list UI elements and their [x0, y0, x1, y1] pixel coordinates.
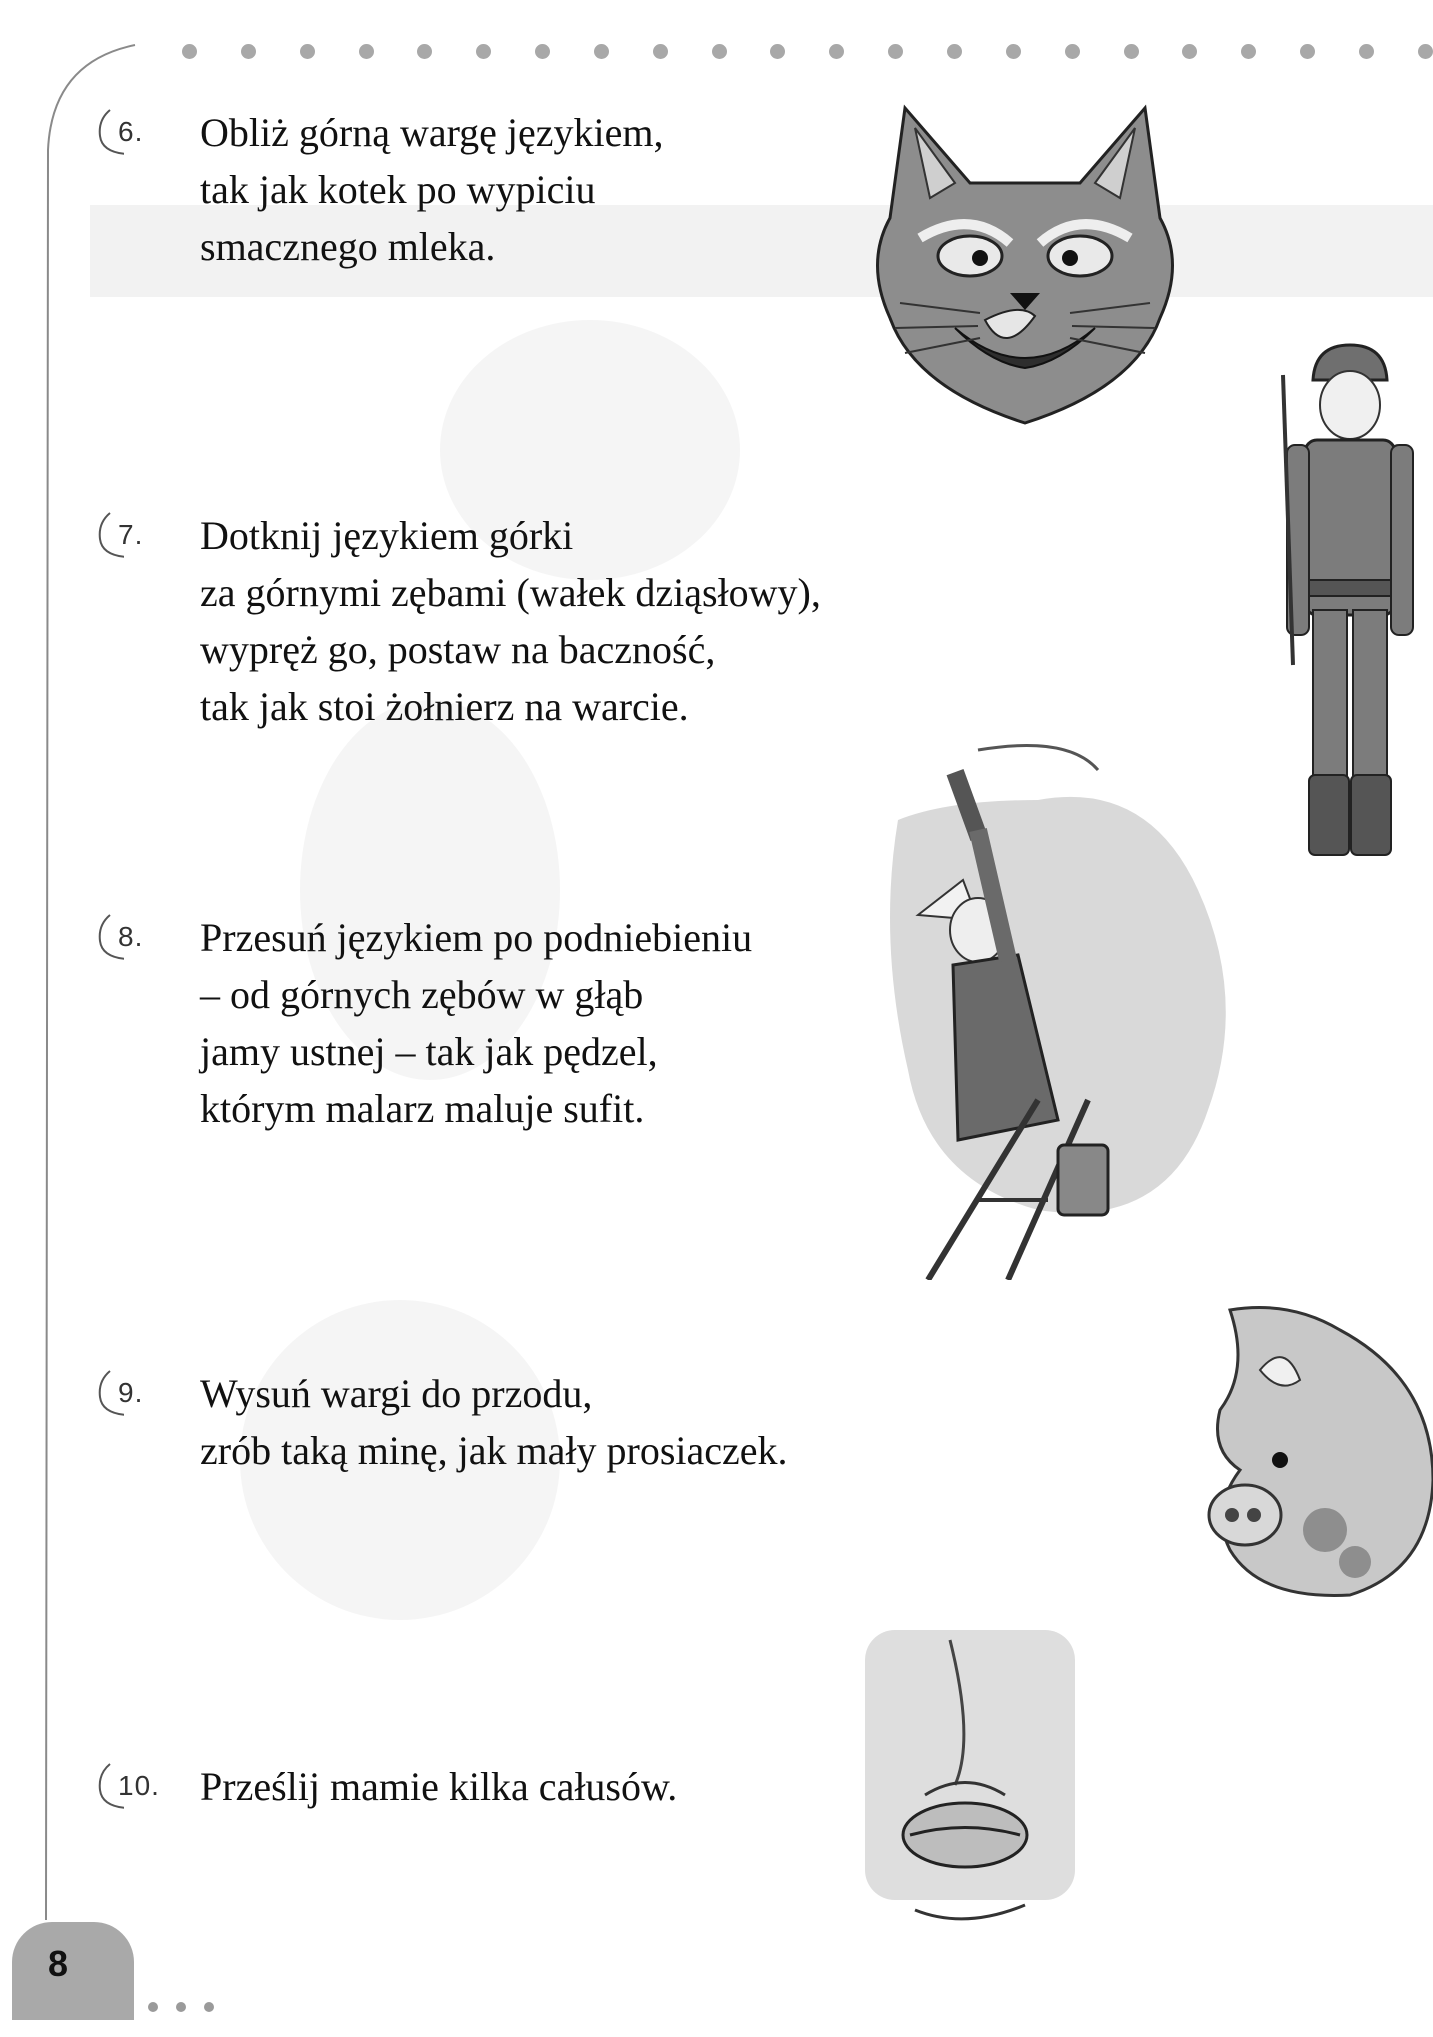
exercise-text: [200, 1758, 677, 1815]
exercise-line: za górnymi zębami (wałek dziąsłowy),: [200, 570, 821, 615]
kiss-lips-illustration: [855, 1620, 1085, 1930]
exercise-line: tak jak stoi żołnierz na warcie.: [200, 684, 689, 729]
exercise-number: 8.: [96, 911, 156, 967]
exercise-line: Prześlij mamie kilka całusów.: [200, 1764, 678, 1809]
exercise-line: Wysuń wargi do przodu,: [200, 1371, 593, 1416]
exercise-line: którym malarz maluje sufit.: [200, 1086, 645, 1131]
exercise-line: smacznego mleka.: [200, 224, 496, 269]
page-number-tab: [12, 1922, 134, 2020]
top-dot-row: [182, 41, 1433, 61]
exercise-line: Dotknij językiem górki: [200, 513, 574, 558]
exercise-line: wypręż go, postaw na baczność,: [200, 627, 716, 672]
cat-face-illustration: [860, 88, 1190, 438]
piglet-illustration: [1150, 1300, 1433, 1600]
soldier-illustration: [1265, 335, 1425, 870]
exercise-text: [200, 1365, 788, 1479]
exercise-text: [200, 507, 821, 735]
exercise-line: jamy ustnej – tak jak pędzel,: [200, 1029, 658, 1074]
exercise-text: [200, 104, 664, 275]
exercise-line: – od górnych zębów w głąb: [200, 972, 644, 1017]
exercise-number: 9.: [96, 1367, 156, 1423]
exercise-line: Obliż górną wargę językiem,: [200, 110, 664, 155]
exercise-text: [200, 909, 752, 1137]
exercise-line: zrób taką minę, jak mały prosiaczek.: [200, 1428, 788, 1473]
exercise-line: tak jak kotek po wypiciu: [200, 167, 596, 212]
exercise-number: 6.: [96, 106, 156, 162]
painter-illustration: [868, 740, 1288, 1280]
page-number: 8: [48, 1943, 69, 1984]
exercise-number: 7.: [96, 509, 156, 565]
footer-dots: [148, 2002, 214, 2012]
exercise-number: 10.: [96, 1760, 156, 1816]
exercise-line: Przesuń językiem po podniebieniu: [200, 915, 753, 960]
